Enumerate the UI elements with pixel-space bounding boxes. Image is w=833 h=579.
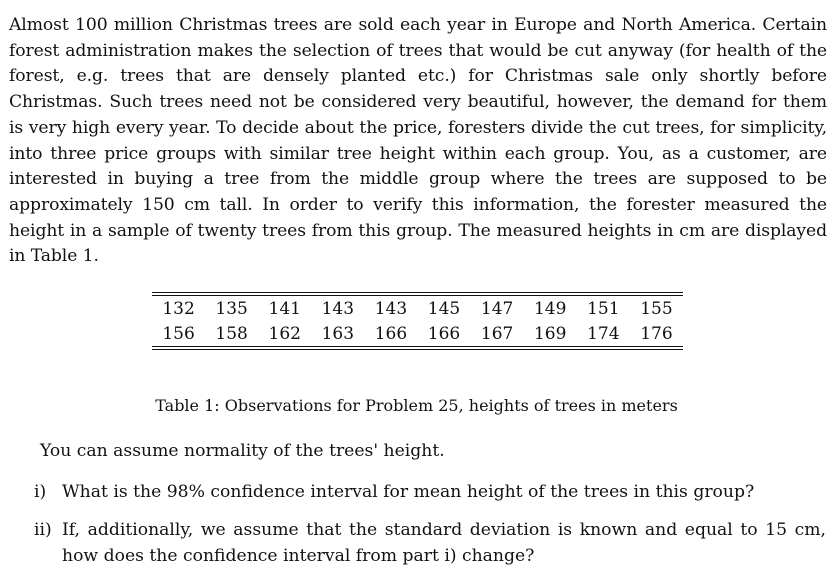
table-caption: Table 1: Observations for Problem 25, heights of trees in meters — [155, 396, 678, 415]
question-number: ii) — [34, 520, 52, 540]
table-cell: 163 — [321, 323, 355, 344]
table-cell: 174 — [587, 323, 620, 344]
table-cell: 132 — [162, 298, 195, 319]
table-cell: 141 — [268, 298, 301, 319]
table-cell: 156 — [162, 323, 195, 344]
question-item — [34, 480, 826, 506]
table-row — [152, 321, 683, 346]
table-cell: 169 — [533, 323, 567, 344]
table-cell: 149 — [533, 298, 567, 319]
table-cell: 167 — [480, 323, 514, 344]
table-cell: 145 — [427, 298, 461, 319]
assumption-text: You can assume normality of the trees' height. — [40, 441, 445, 461]
question-item — [34, 518, 826, 569]
table-cell: 166 — [374, 323, 408, 344]
problem-intro: Almost 100 million Christmas trees are sold each year in Europe and North America. Certain forest administration makes the selection of trees that would be cut anyway (for health of the forest, e.g. trees that are densely planted etc.) for Christmas sale only shortly before Christmas. Such trees need not be considered very beautiful, however, the demand for them is very high every year. To decide about the price, foresters divide the cut trees, for simplicity, into three price groups with similar tree height within each group. You, as a customer, are interested in buying a tree from the middle group where the trees are supposed to be approximately 150 cm tall. In order to verify this information, the forester measured the height in a sample of twenty trees from this group. The measured heights in cm are displayed in Table 1. — [9, 15, 827, 267]
table-cell: 147 — [480, 298, 514, 319]
table-bottom-rule — [152, 346, 683, 350]
table-cell: 143 — [374, 298, 408, 319]
table-cell: 151 — [587, 298, 620, 319]
table-cell: 155 — [640, 298, 673, 319]
table-cell: 135 — [215, 298, 248, 319]
table-cell: 176 — [640, 323, 673, 344]
table-cell: 158 — [215, 323, 248, 344]
question-text: What is the 98% confidence interval for mean height of the trees in this group? — [62, 482, 755, 502]
question-number: i) — [34, 482, 47, 502]
table-cell: 162 — [268, 323, 301, 344]
table-cell: 143 — [321, 298, 355, 319]
table-cell: 166 — [427, 323, 461, 344]
question-text: If, additionally, we assume that the standard deviation is known and equal to 15 cm, how does the confidence interval from part i) change? — [62, 520, 826, 566]
observations-grid — [152, 296, 683, 346]
observations-table — [152, 292, 683, 350]
table-row — [152, 296, 683, 321]
